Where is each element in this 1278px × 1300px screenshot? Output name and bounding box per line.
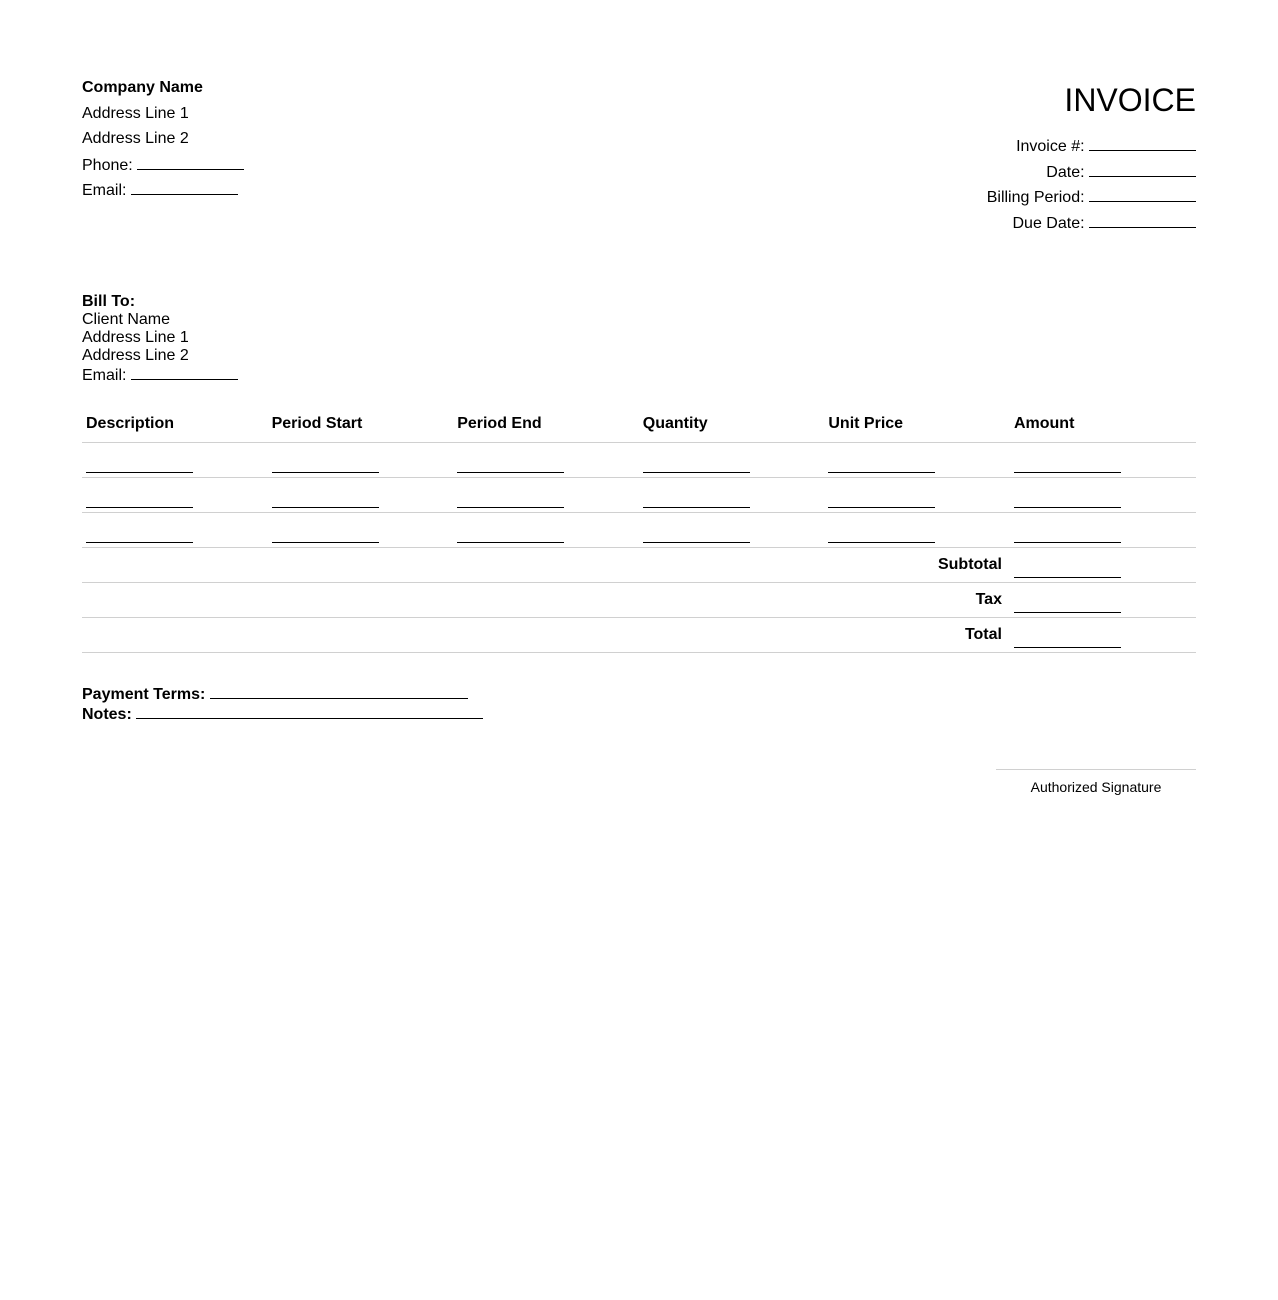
- total-row: [82, 618, 1196, 653]
- invoice-date-label: Date:: [1046, 163, 1085, 181]
- column-header-period-start: Period Start: [268, 407, 454, 443]
- tax-row: [82, 583, 1196, 618]
- payment-terms-field[interactable]: [210, 684, 468, 699]
- description-field[interactable]: [86, 528, 193, 543]
- company-phone-row: [82, 155, 244, 181]
- company-address-line-2: Address Line 2: [82, 130, 189, 147]
- period-end-field[interactable]: [457, 458, 564, 473]
- client-email-label: Email:: [82, 367, 127, 384]
- invoice-number-label: Invoice #:: [1016, 138, 1085, 155]
- quantity-field[interactable]: [643, 493, 750, 508]
- amount-field[interactable]: [1014, 528, 1121, 543]
- terms-block: [82, 684, 483, 724]
- notes-row: [82, 704, 483, 724]
- period-end-field[interactable]: [457, 528, 564, 543]
- notes-label: Notes:: [82, 706, 132, 723]
- subtotal-field[interactable]: [1014, 563, 1121, 578]
- due-date-field[interactable]: [1089, 213, 1196, 228]
- client-email-row: [82, 365, 238, 385]
- company-name: Company Name: [82, 79, 203, 96]
- column-header-description: Description: [82, 407, 268, 443]
- period-start-field[interactable]: [272, 493, 379, 508]
- column-header-amount: Amount: [1010, 407, 1196, 443]
- table-row: [82, 443, 1196, 478]
- payment-terms-label: Payment Terms:: [82, 686, 206, 703]
- tax-field[interactable]: [1014, 598, 1121, 613]
- company-email-label: Email:: [82, 182, 127, 199]
- total-label: Total: [82, 618, 1010, 653]
- company-email-row: [82, 180, 244, 206]
- invoice-header: [987, 80, 1196, 238]
- invoice-date-field[interactable]: [1089, 162, 1196, 177]
- bill-to-title: Bill To:: [82, 293, 136, 310]
- description-field[interactable]: [86, 493, 193, 508]
- invoice-title: INVOICE: [1064, 82, 1196, 118]
- client-address-line-2: Address Line 2: [82, 347, 189, 364]
- notes-field[interactable]: [136, 704, 483, 719]
- line-items-table: [82, 407, 1196, 653]
- company-phone-field[interactable]: [137, 155, 244, 170]
- authorized-signature: [996, 769, 1196, 795]
- column-header-quantity: Quantity: [639, 407, 825, 443]
- billing-period-label: Billing Period:: [986, 189, 1085, 206]
- unit-price-field[interactable]: [828, 493, 935, 508]
- amount-field[interactable]: [1014, 458, 1121, 473]
- column-header-unit-price: Unit Price: [824, 407, 1010, 443]
- table-row: [82, 478, 1196, 513]
- unit-price-field[interactable]: [828, 528, 935, 543]
- client-name: Client Name: [82, 311, 171, 328]
- signature-label: Authorized Signature: [1030, 779, 1162, 795]
- due-date-label: Due Date:: [1012, 214, 1085, 232]
- bill-to-block: [82, 293, 238, 385]
- invoice-number-row: [987, 136, 1196, 162]
- quantity-field[interactable]: [643, 458, 750, 473]
- period-start-field[interactable]: [272, 458, 379, 473]
- period-end-field[interactable]: [457, 493, 564, 508]
- description-field[interactable]: [86, 458, 193, 473]
- company-phone-label: Phone:: [82, 156, 133, 174]
- billing-period-row: [987, 187, 1196, 213]
- company-block: [82, 78, 244, 206]
- due-date-row: [987, 213, 1196, 239]
- payment-terms-row: [82, 684, 483, 704]
- invoice-number-field[interactable]: [1089, 136, 1196, 151]
- subtotal-label: Subtotal: [82, 548, 1010, 583]
- unit-price-field[interactable]: [828, 458, 935, 473]
- invoice-date-row: [987, 162, 1196, 188]
- company-address-line-1: Address Line 1: [82, 104, 189, 122]
- table-row: [82, 513, 1196, 548]
- client-email-field[interactable]: [131, 365, 238, 380]
- amount-field[interactable]: [1014, 493, 1121, 508]
- column-header-period-end: Period End: [453, 407, 639, 443]
- billing-period-field[interactable]: [1089, 187, 1196, 202]
- table-header-row: [82, 407, 1196, 443]
- client-address-line-1: Address Line 1: [82, 329, 189, 346]
- quantity-field[interactable]: [643, 528, 750, 543]
- period-start-field[interactable]: [272, 528, 379, 543]
- tax-label: Tax: [82, 583, 1010, 618]
- company-email-field[interactable]: [131, 180, 238, 195]
- total-field[interactable]: [1014, 633, 1121, 648]
- subtotal-row: [82, 548, 1196, 583]
